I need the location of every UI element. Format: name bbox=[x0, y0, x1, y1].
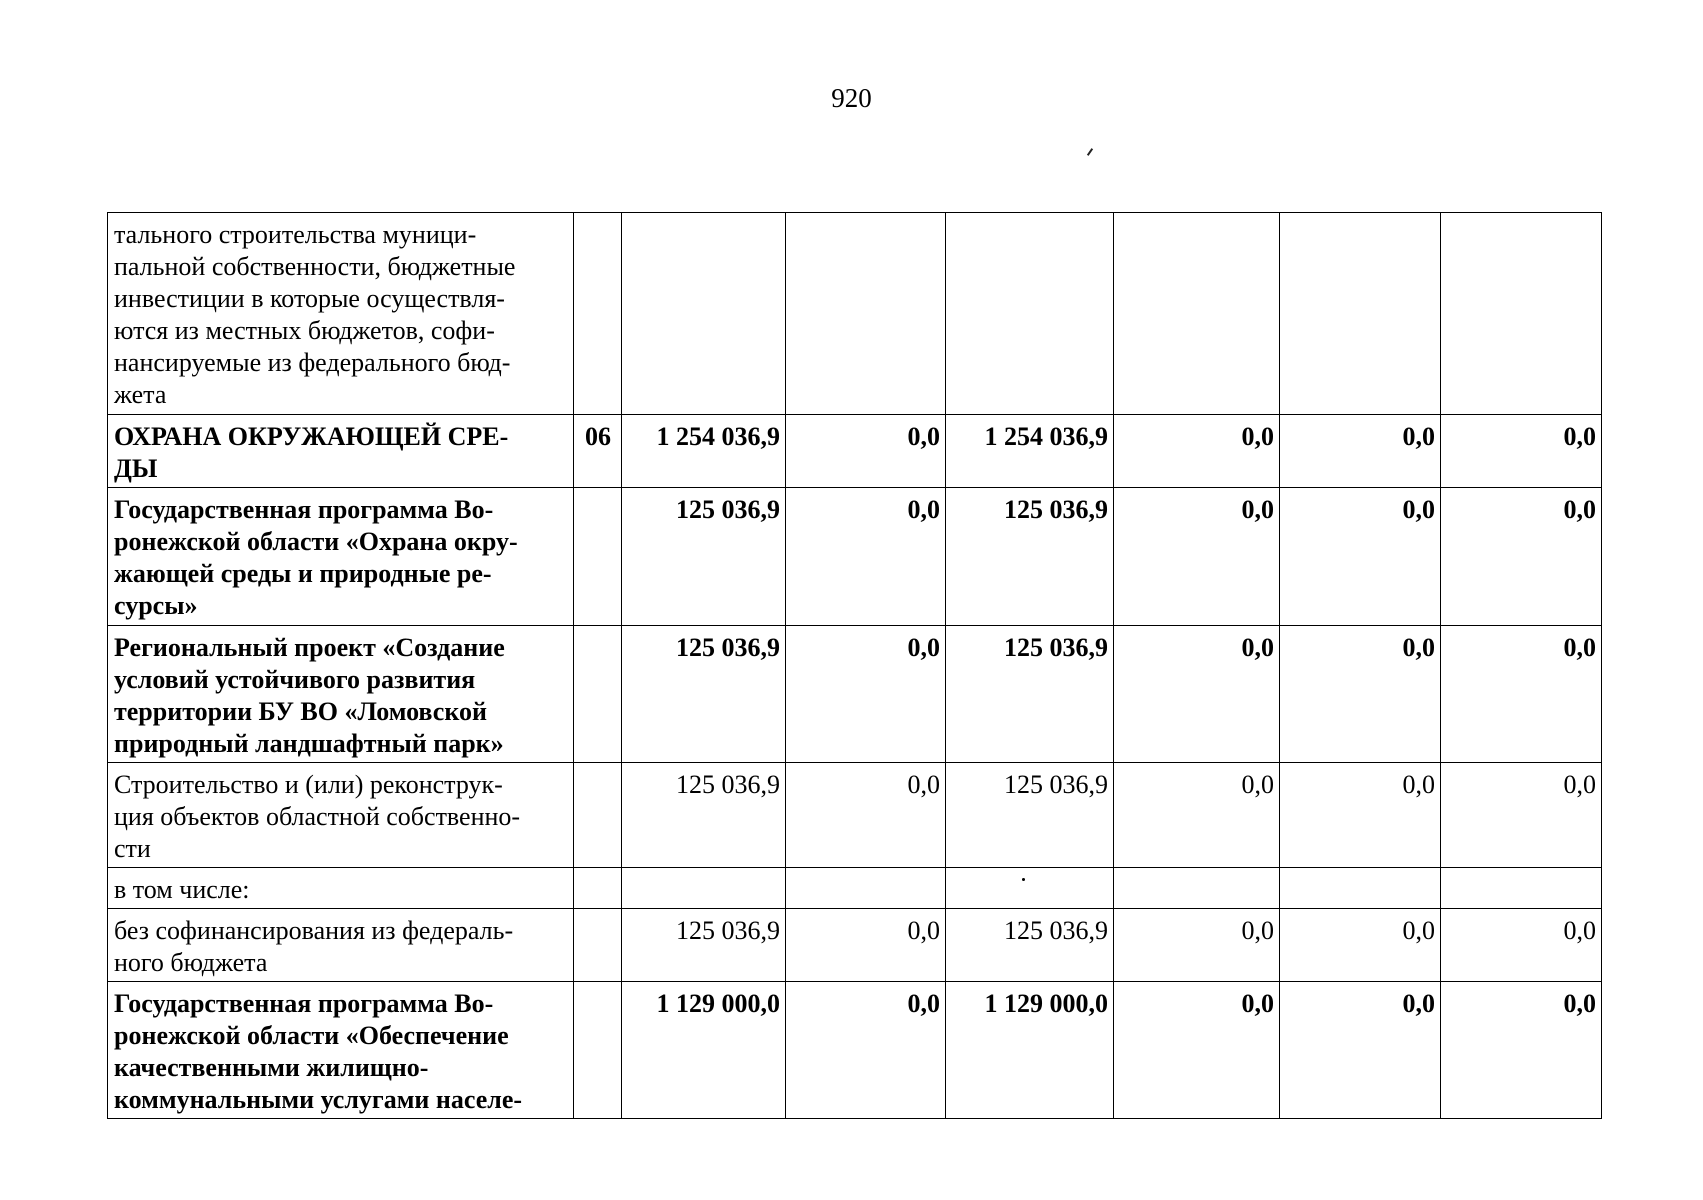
value-cell bbox=[786, 213, 946, 415]
row-code bbox=[574, 213, 622, 415]
value-cell bbox=[1280, 868, 1441, 909]
row-code bbox=[574, 488, 622, 626]
value-cell: 125 036,9 bbox=[946, 909, 1114, 982]
value-cell: 0,0 bbox=[1114, 626, 1280, 763]
row-code bbox=[574, 626, 622, 763]
value-cell bbox=[786, 868, 946, 909]
table-row bbox=[108, 982, 1602, 1119]
table-row bbox=[108, 868, 1602, 909]
page-number: 920 bbox=[831, 83, 872, 113]
value-cell: 0,0 bbox=[1114, 415, 1280, 488]
value-cell: 0,0 bbox=[1441, 626, 1602, 763]
row-code bbox=[574, 982, 622, 1119]
value-cell: 0,0 bbox=[786, 763, 946, 868]
table-row bbox=[108, 626, 1602, 763]
value-cell bbox=[622, 868, 786, 909]
row-name: без софинансирования из федераль- ного бюджета bbox=[108, 909, 574, 982]
value-cell: 0,0 bbox=[1441, 982, 1602, 1119]
value-cell: 0,0 bbox=[1280, 909, 1441, 982]
value-cell: 0,0 bbox=[1441, 763, 1602, 868]
value-cell bbox=[1114, 868, 1280, 909]
value-cell: 1 129 000,0 bbox=[622, 982, 786, 1119]
value-cell: 0,0 bbox=[786, 982, 946, 1119]
value-cell: 0,0 bbox=[1441, 415, 1602, 488]
row-name: Строительство и (или) реконструк- ция объектов областной собственно- сти bbox=[108, 763, 574, 868]
value-cell: 1 254 036,9 bbox=[622, 415, 786, 488]
value-cell: 125 036,9 bbox=[946, 763, 1114, 868]
stray-mark bbox=[1087, 148, 1093, 156]
row-name: Региональный проект «Создание условий устойчивого развития территории БУ ВО «Ломовской природный ландшафтный парк» bbox=[108, 626, 574, 763]
value-cell bbox=[946, 868, 1114, 909]
value-cell: 1 254 036,9 bbox=[946, 415, 1114, 488]
value-cell: 0,0 bbox=[1280, 626, 1441, 763]
value-cell: 0,0 bbox=[1114, 763, 1280, 868]
value-cell: 0,0 bbox=[1441, 909, 1602, 982]
value-cell: 0,0 bbox=[1280, 982, 1441, 1119]
table-row bbox=[108, 213, 1602, 415]
row-code: 06 bbox=[574, 415, 622, 488]
row-name: ОХРАНА ОКРУЖАЮЩЕЙ СРЕ- ДЫ bbox=[108, 415, 574, 488]
value-cell: 0,0 bbox=[786, 415, 946, 488]
table-row bbox=[108, 415, 1602, 488]
value-cell: 125 036,9 bbox=[622, 763, 786, 868]
row-name: в том числе: bbox=[108, 868, 574, 909]
value-cell: 0,0 bbox=[1441, 488, 1602, 626]
value-cell: 0,0 bbox=[1114, 982, 1280, 1119]
speck-mark bbox=[1022, 878, 1025, 881]
table-row bbox=[108, 488, 1602, 626]
value-cell: 125 036,9 bbox=[622, 488, 786, 626]
row-code bbox=[574, 868, 622, 909]
value-cell bbox=[1441, 868, 1602, 909]
row-code bbox=[574, 763, 622, 868]
value-cell: 1 129 000,0 bbox=[946, 982, 1114, 1119]
value-cell: 0,0 bbox=[1280, 488, 1441, 626]
row-code bbox=[574, 909, 622, 982]
value-cell bbox=[1441, 213, 1602, 415]
value-cell: 0,0 bbox=[1280, 763, 1441, 868]
table-row bbox=[108, 763, 1602, 868]
value-cell bbox=[1114, 213, 1280, 415]
value-cell bbox=[946, 213, 1114, 415]
value-cell: 125 036,9 bbox=[622, 909, 786, 982]
value-cell: 125 036,9 bbox=[946, 626, 1114, 763]
row-name: тального строительства муници- пальной собственности, бюджетные инвестиции в которые осуществля- ются из местных бюджетов, софи- нансируемые из федерального бюд- жета bbox=[108, 213, 574, 415]
table-row bbox=[108, 909, 1602, 982]
value-cell: 0,0 bbox=[786, 488, 946, 626]
value-cell bbox=[1280, 213, 1441, 415]
value-cell: 0,0 bbox=[786, 909, 946, 982]
value-cell: 0,0 bbox=[1280, 415, 1441, 488]
value-cell: 125 036,9 bbox=[622, 626, 786, 763]
value-cell: 0,0 bbox=[786, 626, 946, 763]
value-cell bbox=[622, 213, 786, 415]
budget-table bbox=[107, 212, 1602, 1119]
row-name: Государственная программа Во- ронежской области «Охрана окру- жающей среды и природные ре- сурсы» bbox=[108, 488, 574, 626]
value-cell: 125 036,9 bbox=[946, 488, 1114, 626]
row-name: Государственная программа Во- ронежской области «Обеспечение качественными жилищно- коммунальными услугами населе- bbox=[108, 982, 574, 1119]
value-cell: 0,0 bbox=[1114, 909, 1280, 982]
value-cell: 0,0 bbox=[1114, 488, 1280, 626]
